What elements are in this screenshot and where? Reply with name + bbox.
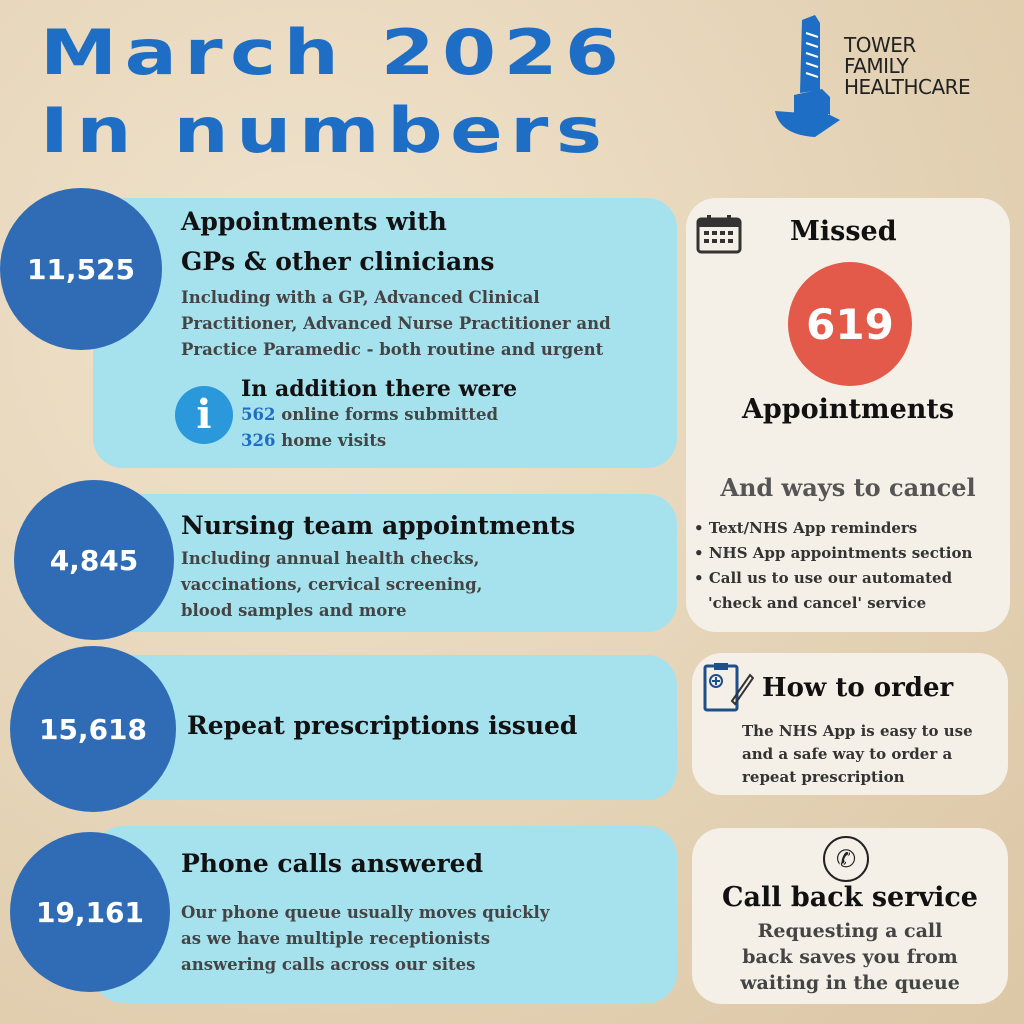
logo-line-3: HEALTHCARE <box>844 75 971 99</box>
logo-line-1: TOWER <box>844 33 916 57</box>
cancel-item: • Call us to use our automated <box>694 566 972 591</box>
order-heading: How to order <box>762 673 954 703</box>
logo-line-2: FAMILY <box>844 54 909 78</box>
prescriptions-panel <box>93 655 677 800</box>
phone-desc: Our phone queue usually moves quickly <box>181 903 550 922</box>
appointments-count: 11,525 <box>0 188 162 350</box>
cancel-item: 'check and cancel' service <box>708 594 927 612</box>
missed-count: 619 <box>788 262 912 386</box>
nursing-panel <box>93 494 677 632</box>
prescriptions-count: 15,618 <box>10 646 176 812</box>
appointments-desc: Practice Paramedic - both routine and urgent <box>181 340 604 359</box>
callback-desc: waiting in the queue <box>740 972 960 994</box>
home-visits-label: home visits <box>275 431 387 450</box>
order-desc: and a safe way to order a <box>742 745 953 763</box>
phone-icon: ✆ <box>823 836 869 882</box>
title-line-2: In numbers <box>40 94 610 167</box>
appointments-heading-2: GPs & other clinicians <box>181 247 495 276</box>
cancel-item: • NHS App appointments section <box>694 541 972 566</box>
phone-panel <box>93 826 677 1003</box>
online-forms-line <box>241 402 498 428</box>
callback-heading: Call back service <box>722 882 978 913</box>
home-visits-line <box>241 428 498 454</box>
order-card <box>692 653 1008 795</box>
phone-desc: as we have multiple receptionists <box>181 929 490 948</box>
order-desc: repeat prescription <box>742 768 905 786</box>
logo <box>770 15 1020 140</box>
nursing-desc: vaccinations, cervical screening, <box>181 575 483 594</box>
nursing-count: 4,845 <box>14 480 174 640</box>
home-visits-value: 326 <box>241 431 276 450</box>
missed-heading: Missed <box>790 216 897 247</box>
missed-card <box>686 198 1010 632</box>
prescriptions-heading: Repeat prescriptions issued <box>187 711 578 740</box>
info-icon: i <box>175 386 233 444</box>
appointments-heading-1: Appointments with <box>181 207 447 236</box>
appointments-desc: Including with a GP, Advanced Clinical <box>181 288 540 307</box>
order-desc: The NHS App is easy to use <box>742 722 973 740</box>
appointments-panel <box>93 198 677 468</box>
cancel-list <box>694 516 972 616</box>
online-forms-label: online forms submitted <box>275 405 499 424</box>
callback-desc: back saves you from <box>742 946 958 968</box>
prescription-clipboard-icon <box>702 661 754 715</box>
addition-heading: In addition there were <box>241 376 518 402</box>
calendar-icon <box>696 214 742 254</box>
cancel-item: • Text/NHS App reminders <box>694 516 972 541</box>
phone-count: 19,161 <box>10 832 170 992</box>
missed-label: Appointments <box>741 394 955 425</box>
appointments-desc: Practitioner, Advanced Nurse Practitioner and <box>181 314 611 333</box>
title-line-1: March 2026 <box>40 16 627 89</box>
nursing-desc: Including annual health checks, <box>181 549 480 568</box>
online-forms-value: 562 <box>241 405 276 424</box>
nursing-desc: blood samples and more <box>181 601 407 620</box>
phone-desc: answering calls across our sites <box>181 955 476 974</box>
tower-logo-icon <box>770 15 850 140</box>
callback-card <box>692 828 1008 1004</box>
phone-heading: Phone calls answered <box>181 849 484 878</box>
nursing-heading: Nursing team appointments <box>181 511 576 540</box>
cancel-heading: And ways to cancel <box>720 473 976 502</box>
callback-desc: Requesting a call <box>757 920 943 942</box>
